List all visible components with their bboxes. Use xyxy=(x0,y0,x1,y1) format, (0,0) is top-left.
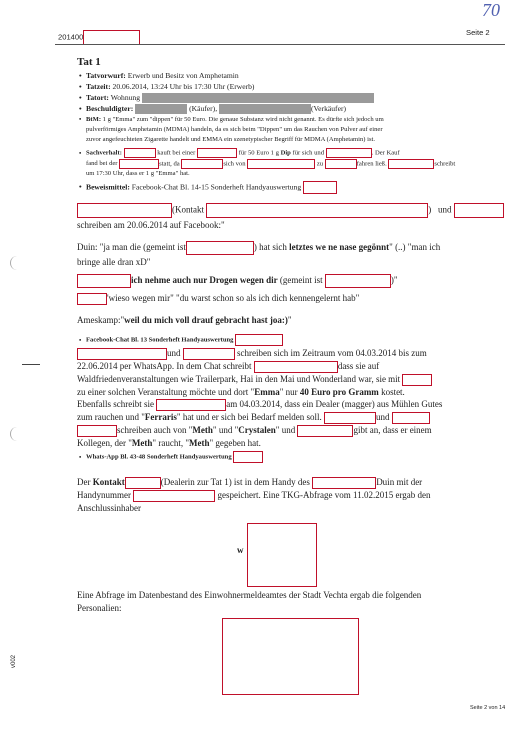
page-of-label: Seite 2 von 14 xyxy=(470,705,506,711)
btm-block: • BtM: 1 g "Emma" zum "dippen" für 50 Euro. Die genaue Substanz wird nicht genannt. Es dürfte sich jedoch um pulverförmiges Amphetamin (MDMA) handeln, da es sich beim "Dippen" um das Rauchen von Pulver auf einer zuvor angefeuchteten Zigarette handelt und EMMA ein szenetypischer Begriff für MDMA (Amphetamin) ist. xyxy=(79,115,384,145)
kontakt-line: (Kontakt ) und xyxy=(77,203,504,218)
schreiben-line: schreiben am 20.06.2014 auf Facebook:" xyxy=(77,220,225,230)
personalien-redaction xyxy=(222,618,359,695)
punch-hole-mark xyxy=(10,256,18,270)
beschuldigter-line: • Beschuldigter: (Käufer), (Verkäufer) xyxy=(79,104,346,114)
redaction-box xyxy=(83,30,140,45)
redaction-box xyxy=(303,181,337,194)
box-letter: w xyxy=(237,545,244,555)
header-rule xyxy=(55,44,505,45)
sachverhalt-block: • Sachverhalt: kauft bei einer für 50 Euro 1 g Dip für sich und . Der Kauf fand bei der statt, da sich von zu fahren ließ. schreibt um 17:30 Uhr, dass er 1 g "Emma" hat. xyxy=(79,148,455,179)
whatsapp-paragraph: und schreiben sich im Zeitraum vom 04.03.2014 bis zum 22.06.2014 per WhatsApp. In dem Chat schreibt dass sie auf Waldfriedenveranstaltungen wie Trailerpark, Hai in den Mai und Wonderland war, sie mit zu einer solchen Veranstaltung möchte und dort "Emma" nur 40 Euro pro Gramm kostet. Ebenfalls schreibt sie am 04.03.2014, dass ein Dealer (magger) aus Mühlen Gutes zum rauchen und "Ferraris" hat und er sich bei Bedarf melden soll. und schreiben auch von "Meth" und "Crystalen" und gibt an, dass er einem Kollegen, der "Meth" raucht, "Meth" gegeben hat. xyxy=(77,348,443,448)
fold-mark xyxy=(22,364,40,365)
quote-wieso: 'wieso wegen mir" "du warst schon so als ich dich kennengelernt hab" xyxy=(77,293,359,305)
quote-drogen: ich nehme auch nur Drogen wegen dir (gemeint ist )" xyxy=(77,274,398,288)
side-code: v002 xyxy=(11,654,17,668)
whatsapp-heading: • Whats-App Bl. 43-48 Sonderheft Handyauswertung xyxy=(79,451,263,463)
handwritten-page-number: 70 xyxy=(482,0,500,20)
duin-quote: Duin: "ja man die (gemeint ist ) hat sich letztes we ne nase gegönnt" (..) "man ich bringe alle dran xD" xyxy=(77,242,441,267)
redaction-box xyxy=(135,104,187,114)
redaction-box xyxy=(219,104,311,114)
page-label: Seite 2 xyxy=(466,28,490,37)
tatort-line: • Tatort: Wohnung xyxy=(79,93,374,103)
einwohnermeldeamt-paragraph: Eine Abfrage im Datenbestand des Einwohnermeldeamtes der Stadt Vechta ergab die folgenden Personalien: xyxy=(77,590,422,613)
punch-hole-mark xyxy=(10,427,18,441)
doc-number-prefix: 201400 xyxy=(58,32,84,42)
anschlussinhaber-redaction xyxy=(247,523,317,587)
tatvorwurf-line: • Tatvorwurf: Erwerb und Besitz von Amphetamin xyxy=(79,71,239,80)
kontakt-paragraph: Der Kontakt (Dealerin zur Tat 1) ist in dem Handy des Duin mit der Handynummer gespeichert. Eine TKG-Abfrage vom 11.02.2015 ergab den Anschlussinhaber xyxy=(77,477,431,513)
facebook-chat-heading: • Facebook-Chat Bl. 13 Sonderheft Handyauswertung xyxy=(79,334,283,346)
ameskamp-quote: Ameskamp:"weil du mich voll drauf gebracht hast joa:)" xyxy=(77,315,292,325)
tatzeit-line: • Tatzeit: 20.06.2014, 13:24 Uhr bis 17:30 Uhr (Erwerb) xyxy=(79,82,254,91)
section-heading: Tat 1 xyxy=(77,56,101,68)
beweismittel-line: • Beweismittel: Facebook-Chat Bl. 14-15 Sonderheft Handyauswertung xyxy=(79,181,337,194)
document-number xyxy=(58,30,140,45)
redaction-box xyxy=(142,93,374,103)
